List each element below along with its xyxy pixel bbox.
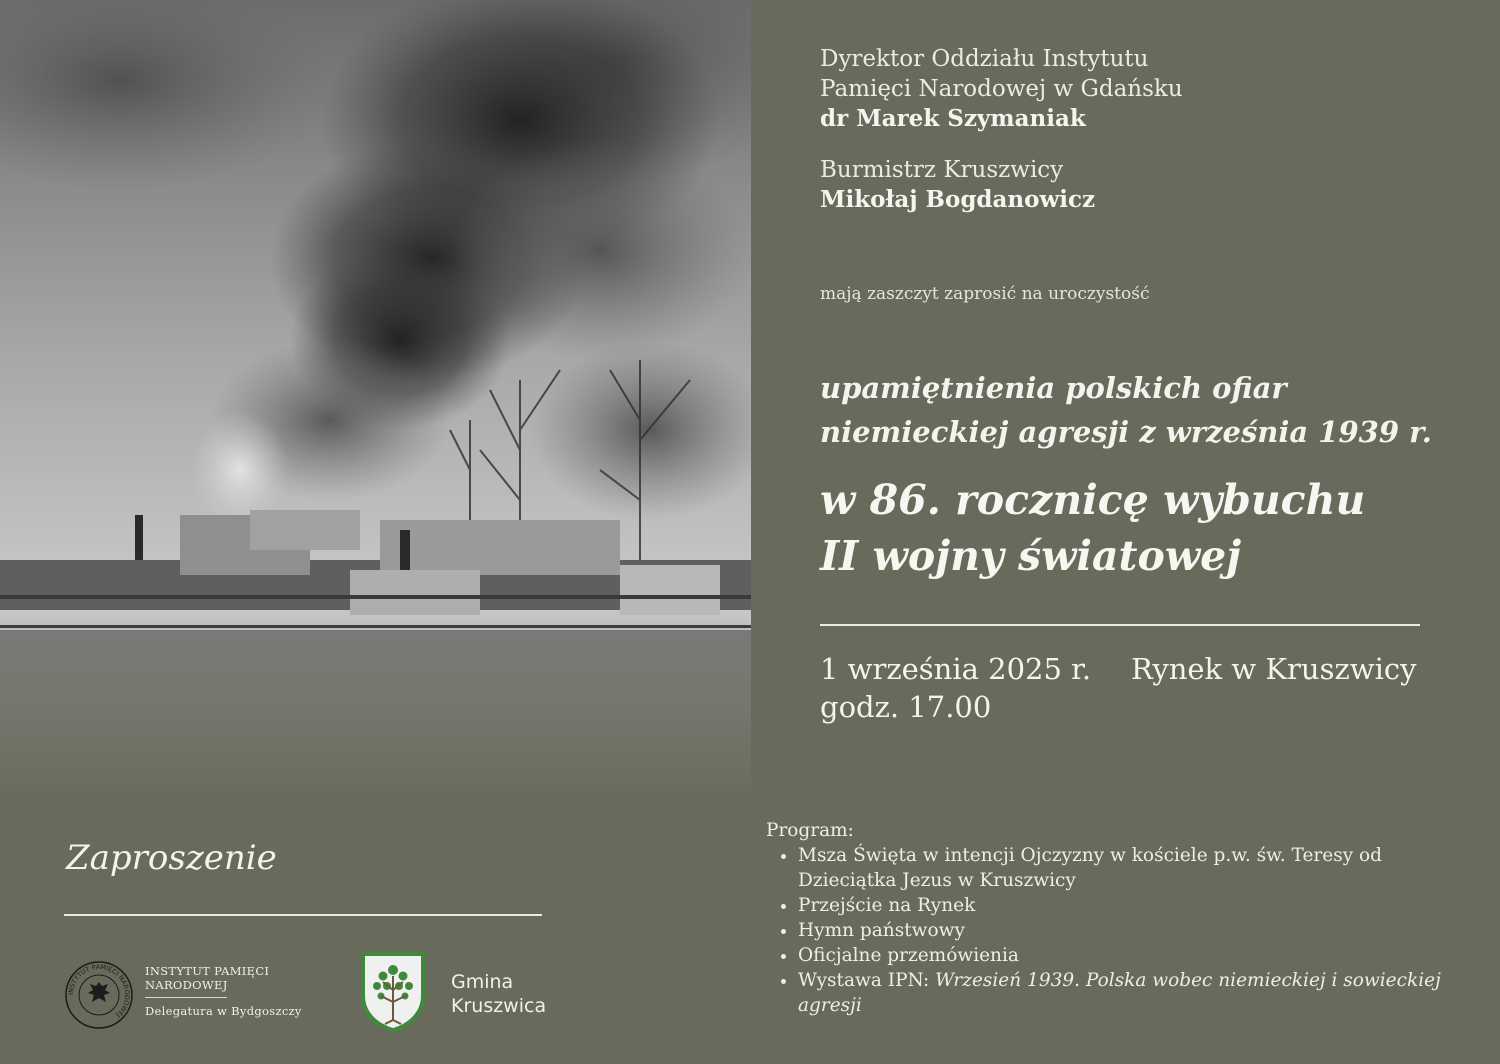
program-item: • Oficjalne przemówienia [798, 943, 1466, 968]
title-line2: II wojny światowej [820, 532, 1242, 580]
invitation-label: Zaproszenie [66, 838, 277, 878]
exhibition-title: Wrzesień 1939. Polska wobec niemieckiej i sowieckiej agresji [798, 970, 1441, 1016]
host-mayor [820, 155, 1095, 215]
program-heading: Program: [766, 820, 854, 841]
ipn-line3: Delegatura w Bydgoszczy [145, 1004, 302, 1018]
event-date: 1 września 2025 r. [820, 652, 1092, 686]
invite-text: mają zaszczyt zaprosić na uroczystość [820, 284, 1150, 304]
host-ipn-name: dr Marek Szymaniak [820, 105, 1086, 132]
gmina-line1: Gmina [451, 971, 514, 993]
ipn-seal-icon [64, 960, 134, 1034]
program-section [766, 818, 1466, 1018]
seal-text: INSTYTUT PAMIĘCI NARODOWEJ [66, 962, 132, 1020]
program-item-exhibition [798, 968, 1466, 1018]
ipn-line1: INSTYTUT PAMIĘCI [145, 964, 270, 978]
ipn-line2: NARODOWEJ [145, 978, 228, 992]
host-ipn-role-line2: Pamięci Narodowej w Gdańsku [820, 76, 1183, 102]
host-mayor-name: Mikołaj Bogdanowicz [820, 186, 1096, 213]
gmina-logo-text [451, 970, 546, 1018]
host-mayor-role: Burmistrz Kruszwicy [820, 157, 1064, 183]
program-item: • Msza Święta w intencji Ojczyzny w kościele p.w. św. Teresy od Dzieciątka Jezus w Kruszwicy [798, 843, 1466, 893]
event-subtitle [820, 366, 1460, 454]
program-item: • Przejście na Rynek [798, 893, 1466, 918]
host-ipn-role-line1: Dyrektor Oddziału Instytutu [820, 46, 1149, 72]
ipn-logo-text [145, 964, 302, 1018]
event-place: Rynek w Kruszwicy [1131, 652, 1417, 686]
event-datetime [820, 650, 1091, 726]
program-list [766, 843, 1466, 1018]
host-ipn [820, 44, 1183, 134]
photo-fade-overlay [0, 620, 751, 800]
event-time: godz. 17.00 [820, 690, 992, 724]
divider-right [820, 624, 1420, 626]
program-item: • Hymn państwowy [798, 918, 1466, 943]
divider-left [64, 914, 542, 916]
gmina-crest-icon [359, 950, 427, 1038]
event-title [820, 472, 1480, 584]
program-item-prefix: Wystawa IPN: [798, 970, 936, 991]
ipn-separator [145, 997, 227, 998]
subtitle-line1: upamiętnienia polskich ofiar [820, 371, 1287, 405]
subtitle-line2: niemieckiej agresji z września 1939 r. [820, 415, 1432, 449]
title-line1: w 86. rocznicę wybuchu [820, 476, 1366, 524]
gmina-line2: Kruszwica [451, 995, 547, 1017]
